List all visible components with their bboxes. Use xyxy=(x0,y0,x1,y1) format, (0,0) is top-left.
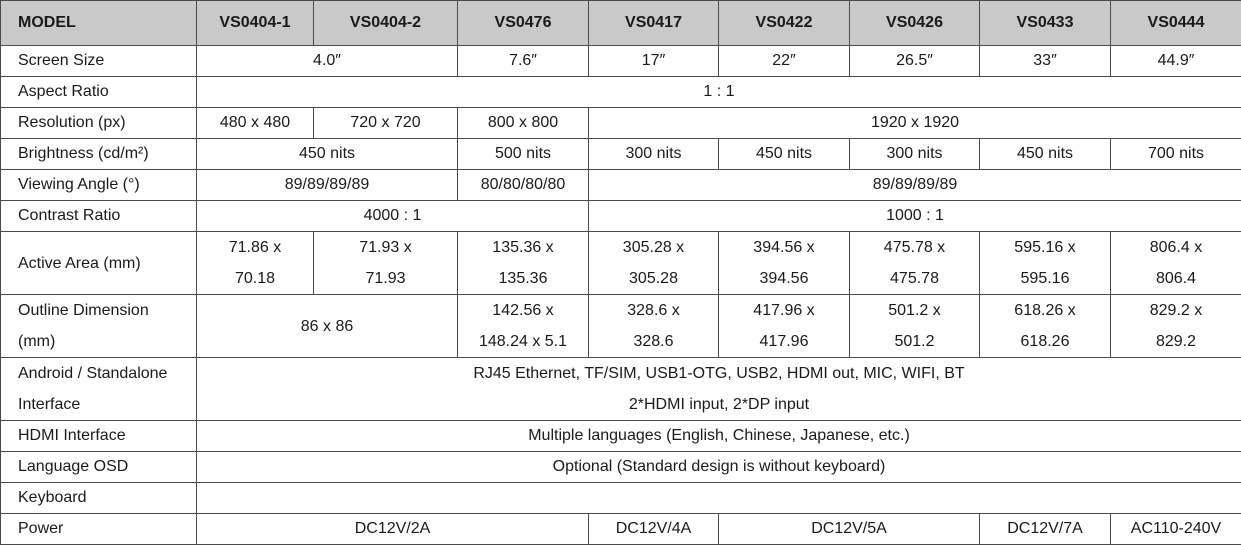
row-aspect-ratio xyxy=(1,77,1241,108)
table-cell: 300 nits xyxy=(850,139,980,170)
table-cell: Multiple languages (English, Chinese, Japanese, etc.) xyxy=(197,421,1241,452)
cell-line: 71.86 x xyxy=(228,239,282,256)
table-cell: 450 nits xyxy=(197,139,458,170)
table-cell xyxy=(197,232,314,295)
cell-line: 394.56 x xyxy=(753,239,815,256)
table-cell: DC12V/2A xyxy=(197,514,589,545)
cell-line: RJ45 Ethernet, TF/SIM, USB1-OTG, USB2, HDMI out, MIC, WIFI, BT xyxy=(473,365,965,382)
cell-line: 328.6 xyxy=(633,333,674,350)
table-cell xyxy=(719,232,850,295)
row-outline-dimension xyxy=(1,295,1241,358)
table-cell xyxy=(458,295,589,358)
cell-line: 148.24 x 5.1 xyxy=(478,333,568,350)
row-label: Keyboard xyxy=(1,483,197,514)
row-label xyxy=(1,295,197,358)
table-cell: 22″ xyxy=(719,46,850,77)
table-cell xyxy=(589,232,719,295)
row-active-area xyxy=(1,232,1241,295)
table-cell: DC12V/4A xyxy=(589,514,719,545)
table-cell: 700 nits xyxy=(1111,139,1241,170)
table-cell: 1920 x 1920 xyxy=(589,108,1241,139)
row-label-line: Outline Dimension xyxy=(18,302,149,319)
cell-line: 618.26 x xyxy=(1014,302,1076,319)
row-android-interface xyxy=(1,358,1241,421)
cell-line: 305.28 xyxy=(629,270,678,287)
row-label xyxy=(1,358,197,421)
model-vs0422: VS0422 xyxy=(719,1,850,46)
table-cell: 80/80/80/80 xyxy=(458,170,589,201)
table-cell: 450 nits xyxy=(719,139,850,170)
model-vs0444: VS0444 xyxy=(1111,1,1241,46)
cell-line: 417.96 xyxy=(759,333,809,350)
row-language-osd xyxy=(1,452,1241,483)
model-vs0433: VS0433 xyxy=(980,1,1111,46)
row-label: Power xyxy=(1,514,197,545)
table-cell xyxy=(980,295,1111,358)
cell-line: 305.28 x xyxy=(622,239,685,256)
table-cell: 86 x 86 xyxy=(197,295,458,358)
cell-line: 417.96 x xyxy=(753,302,815,319)
table-cell: 89/89/89/89 xyxy=(197,170,458,201)
model-vs0404-2: VS0404-2 xyxy=(314,1,458,46)
row-label: HDMI Interface xyxy=(1,421,197,452)
table-cell xyxy=(1111,295,1241,358)
table-cell xyxy=(1111,232,1241,295)
cell-line: 829.2 xyxy=(1155,333,1197,350)
cell-line: 829.2 x xyxy=(1149,302,1203,319)
row-keyboard xyxy=(1,483,1241,514)
cell-line: 142.56 x xyxy=(492,302,554,319)
row-label-line: Android / Standalone xyxy=(18,365,168,382)
cell-line: 618.26 xyxy=(1020,333,1070,350)
table-cell: 44.9″ xyxy=(1111,46,1241,77)
cell-line: 806.4 x xyxy=(1149,239,1203,256)
cell-line: 71.93 x xyxy=(359,239,412,256)
cell-line: 394.56 xyxy=(759,270,809,287)
table-cell: 7.6″ xyxy=(458,46,589,77)
row-label-line: (mm) xyxy=(18,333,56,350)
table-cell: 4000 : 1 xyxy=(197,201,589,232)
row-contrast-ratio xyxy=(1,201,1241,232)
table-cell: 4.0″ xyxy=(197,46,458,77)
row-label: Resolution (px) xyxy=(1,108,197,139)
row-screen-size xyxy=(1,46,1241,77)
cell-line: 501.2 x xyxy=(888,302,941,319)
model-vs0476: VS0476 xyxy=(458,1,589,46)
model-vs0426: VS0426 xyxy=(850,1,980,46)
table-cell: 89/89/89/89 xyxy=(589,170,1241,201)
table-cell xyxy=(197,358,1241,421)
cell-line: 501.2 xyxy=(894,333,935,350)
model-vs0404-1: VS0404-1 xyxy=(197,1,314,46)
table-cell xyxy=(980,232,1111,295)
cell-line: 595.16 x xyxy=(1014,239,1076,256)
table-cell: 17″ xyxy=(589,46,719,77)
table-cell: 800 x 800 xyxy=(458,108,589,139)
table-cell xyxy=(719,295,850,358)
table-cell: DC12V/5A xyxy=(719,514,980,545)
table-cell: AC110-240V xyxy=(1111,514,1241,545)
table-cell: 26.5″ xyxy=(850,46,980,77)
cell-line: 135.36 xyxy=(498,270,548,287)
model-header: MODEL xyxy=(1,1,197,46)
row-hdmi-interface xyxy=(1,421,1241,452)
cell-line: 2*HDMI input, 2*DP input xyxy=(628,396,810,413)
row-power xyxy=(1,514,1241,545)
table-cell xyxy=(197,483,1241,514)
table-cell: 300 nits xyxy=(589,139,719,170)
cell-line: 328.6 x xyxy=(627,302,680,319)
cell-line: 475.78 xyxy=(890,270,939,287)
table-cell: 500 nits xyxy=(458,139,589,170)
table-cell xyxy=(850,295,980,358)
table-cell: Optional (Standard design is without keyboard) xyxy=(197,452,1241,483)
table-cell xyxy=(850,232,980,295)
table-cell: 720 x 720 xyxy=(314,108,458,139)
cell-line: 595.16 xyxy=(1020,270,1070,287)
row-label: Active Area (mm) xyxy=(1,232,197,295)
table-cell: 33″ xyxy=(980,46,1111,77)
table-cell: 1000 : 1 xyxy=(589,201,1241,232)
table-cell xyxy=(458,232,589,295)
row-brightness xyxy=(1,139,1241,170)
table-cell: DC12V/7A xyxy=(980,514,1111,545)
row-viewing-angle xyxy=(1,170,1241,201)
table-cell: 480 x 480 xyxy=(197,108,314,139)
row-label: Viewing Angle (°) xyxy=(1,170,197,201)
table-cell xyxy=(589,295,719,358)
row-label: Brightness (cd/m²) xyxy=(1,139,197,170)
row-label: Language OSD xyxy=(1,452,197,483)
model-vs0417: VS0417 xyxy=(589,1,719,46)
header-row xyxy=(1,1,1241,46)
row-resolution xyxy=(1,108,1241,139)
cell-line: 70.18 xyxy=(234,270,276,287)
table-cell: 450 nits xyxy=(980,139,1111,170)
cell-line: 475.78 x xyxy=(883,239,946,256)
cell-line: 71.93 xyxy=(365,270,406,287)
table-cell: 1 : 1 xyxy=(197,77,1241,108)
row-label: Contrast Ratio xyxy=(1,201,197,232)
row-label: Aspect Ratio xyxy=(1,77,197,108)
row-label: Screen Size xyxy=(1,46,197,77)
row-label-line: Interface xyxy=(18,396,81,413)
cell-line: 806.4 xyxy=(1155,270,1197,287)
table-cell xyxy=(314,232,458,295)
cell-line: 135.36 x xyxy=(492,239,554,256)
